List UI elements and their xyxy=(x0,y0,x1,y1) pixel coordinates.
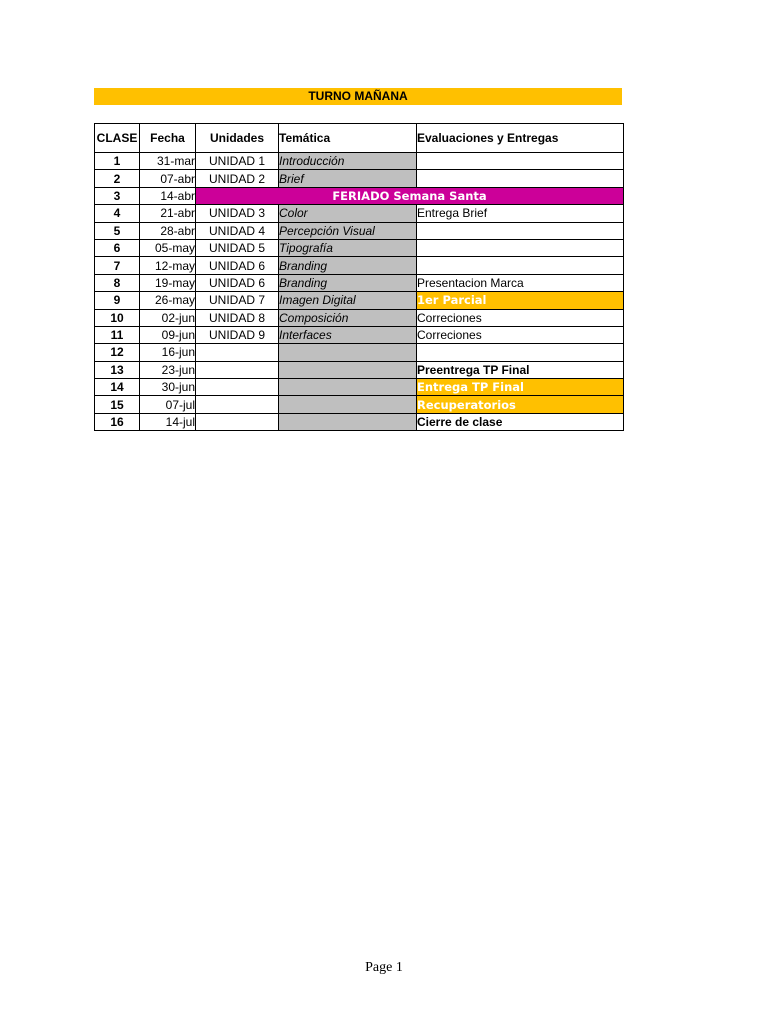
cell-tematica: Brief xyxy=(279,170,417,187)
cell-evaluacion: Entrega Brief xyxy=(417,205,624,222)
cell-unidad: UNIDAD 2 xyxy=(196,170,279,187)
table-row xyxy=(95,257,624,274)
cell-tematica xyxy=(279,361,417,378)
cell-tematica xyxy=(279,396,417,413)
table-row xyxy=(95,379,624,396)
cell-fecha: 26-may xyxy=(140,292,196,309)
cell-evaluacion: Correciones xyxy=(417,326,624,343)
cell-unidad xyxy=(196,379,279,396)
cell-clase: 15 xyxy=(95,396,140,413)
cell-clase: 8 xyxy=(95,274,140,291)
cell-tematica xyxy=(279,413,417,430)
table-row xyxy=(95,205,624,222)
cell-evaluacion xyxy=(417,257,624,274)
cell-fecha: 05-may xyxy=(140,239,196,256)
cell-clase: 2 xyxy=(95,170,140,187)
schedule-title: TURNO MAÑANA xyxy=(94,88,622,105)
cell-fecha: 23-jun xyxy=(140,361,196,378)
schedule-table xyxy=(94,123,624,431)
cell-tematica: Branding xyxy=(279,257,417,274)
table-row xyxy=(95,222,624,239)
header-fecha: Fecha xyxy=(140,124,196,153)
table-row xyxy=(95,170,624,187)
cell-clase: 12 xyxy=(95,344,140,361)
cell-fecha: 07-jul xyxy=(140,396,196,413)
cell-tematica: Tipografía xyxy=(279,239,417,256)
cell-evaluacion: Recuperatorios xyxy=(417,396,624,413)
header-evaluaciones: Evaluaciones y Entregas xyxy=(417,124,624,153)
cell-clase: 7 xyxy=(95,257,140,274)
cell-clase: 16 xyxy=(95,413,140,430)
cell-tematica: Branding xyxy=(279,274,417,291)
cell-feriado: FERIADO Semana Santa xyxy=(196,187,624,204)
table-row xyxy=(95,361,624,378)
schedule-rows xyxy=(95,153,624,431)
cell-fecha: 09-jun xyxy=(140,326,196,343)
cell-unidad xyxy=(196,396,279,413)
cell-unidad xyxy=(196,413,279,430)
cell-evaluacion xyxy=(417,170,624,187)
cell-unidad xyxy=(196,361,279,378)
cell-unidad: UNIDAD 6 xyxy=(196,274,279,291)
cell-fecha: 30-jun xyxy=(140,379,196,396)
cell-evaluacion: Cierre de clase xyxy=(417,413,624,430)
cell-fecha: 21-abr xyxy=(140,205,196,222)
cell-tematica: Color xyxy=(279,205,417,222)
header-clase: CLASE xyxy=(95,124,140,153)
header-unidades: Unidades xyxy=(196,124,279,153)
table-row xyxy=(95,187,624,204)
header-tematica: Temática xyxy=(279,124,417,153)
cell-evaluacion: Presentacion Marca xyxy=(417,274,624,291)
cell-fecha: 31-mar xyxy=(140,153,196,170)
cell-unidad: UNIDAD 7 xyxy=(196,292,279,309)
cell-evaluacion: Correciones xyxy=(417,309,624,326)
table-row xyxy=(95,396,624,413)
cell-unidad xyxy=(196,344,279,361)
cell-unidad: UNIDAD 1 xyxy=(196,153,279,170)
page-number: Page 1 xyxy=(365,960,403,975)
cell-clase: 10 xyxy=(95,309,140,326)
table-row xyxy=(95,413,624,430)
cell-evaluacion xyxy=(417,222,624,239)
cell-clase: 11 xyxy=(95,326,140,343)
cell-unidad: UNIDAD 9 xyxy=(196,326,279,343)
cell-unidad: UNIDAD 5 xyxy=(196,239,279,256)
cell-unidad: UNIDAD 6 xyxy=(196,257,279,274)
cell-unidad: UNIDAD 3 xyxy=(196,205,279,222)
cell-tematica: Composición xyxy=(279,309,417,326)
cell-evaluacion: Entrega TP Final xyxy=(417,379,624,396)
cell-clase: 3 xyxy=(95,187,140,204)
cell-unidad: UNIDAD 8 xyxy=(196,309,279,326)
cell-fecha: 12-may xyxy=(140,257,196,274)
cell-fecha: 02-jun xyxy=(140,309,196,326)
cell-tematica: Percepción Visual xyxy=(279,222,417,239)
cell-fecha: 14-jul xyxy=(140,413,196,430)
cell-fecha: 16-jun xyxy=(140,344,196,361)
header-row xyxy=(95,124,624,153)
table-row xyxy=(95,309,624,326)
cell-tematica xyxy=(279,344,417,361)
cell-clase: 6 xyxy=(95,239,140,256)
cell-unidad: UNIDAD 4 xyxy=(196,222,279,239)
cell-clase: 5 xyxy=(95,222,140,239)
table-row xyxy=(95,326,624,343)
cell-clase: 14 xyxy=(95,379,140,396)
table-row xyxy=(95,153,624,170)
cell-clase: 9 xyxy=(95,292,140,309)
cell-evaluacion xyxy=(417,344,624,361)
cell-clase: 4 xyxy=(95,205,140,222)
cell-tematica: Imagen Digital xyxy=(279,292,417,309)
cell-fecha: 07-abr xyxy=(140,170,196,187)
cell-fecha: 19-may xyxy=(140,274,196,291)
cell-evaluacion xyxy=(417,239,624,256)
cell-evaluacion: Preentrega TP Final xyxy=(417,361,624,378)
table-row xyxy=(95,292,624,309)
cell-tematica: Interfaces xyxy=(279,326,417,343)
cell-evaluacion: 1er Parcial xyxy=(417,292,624,309)
cell-clase: 1 xyxy=(95,153,140,170)
table-row xyxy=(95,344,624,361)
table-row xyxy=(95,239,624,256)
cell-evaluacion xyxy=(417,153,624,170)
cell-tematica xyxy=(279,379,417,396)
cell-tematica: Introducción xyxy=(279,153,417,170)
cell-clase: 13 xyxy=(95,361,140,378)
table-row xyxy=(95,274,624,291)
cell-fecha: 28-abr xyxy=(140,222,196,239)
cell-fecha: 14-abr xyxy=(140,187,196,204)
